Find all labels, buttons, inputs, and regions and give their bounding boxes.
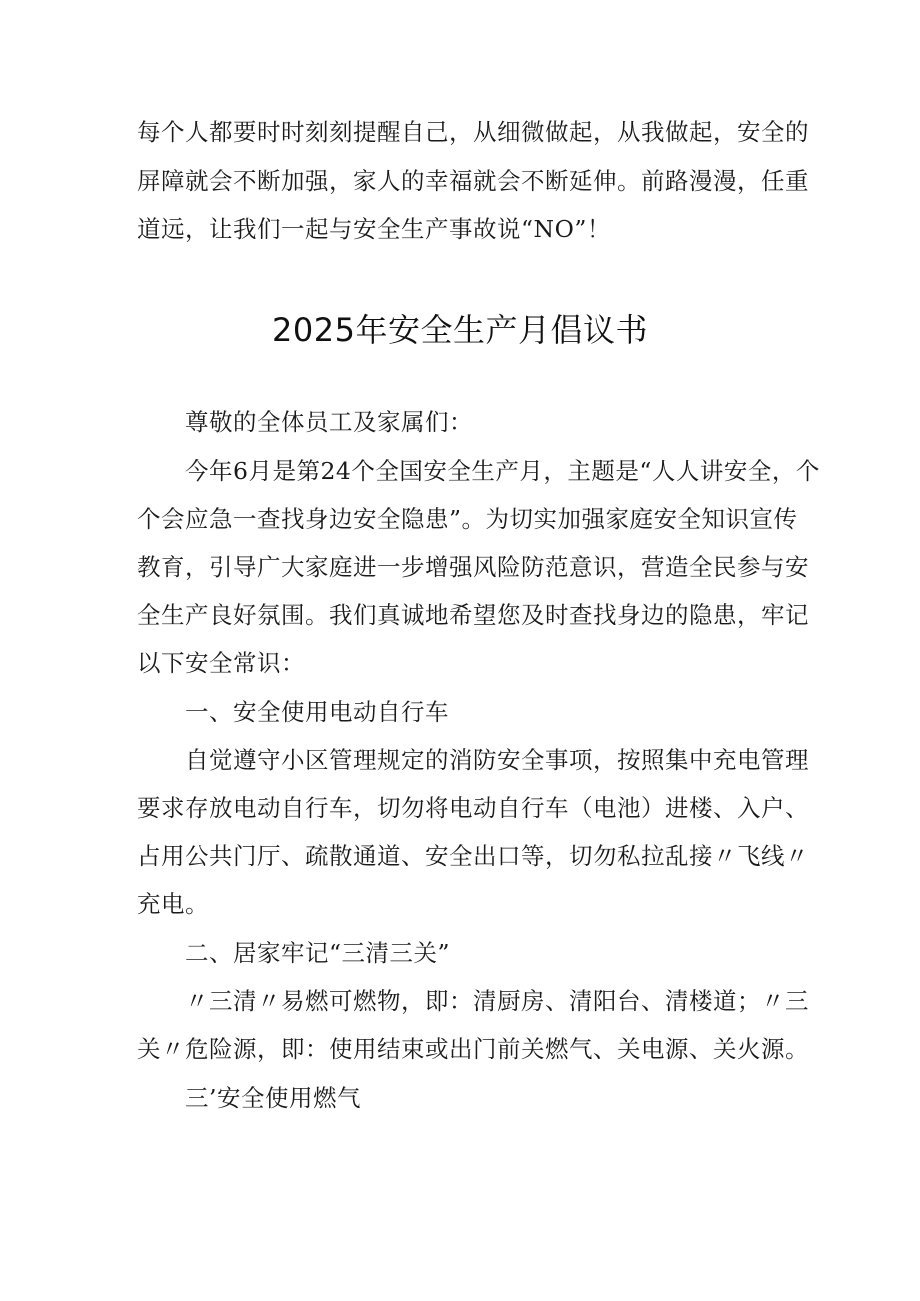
section2-heading: 二、居家牢记“三清三关”	[185, 939, 451, 967]
paragraph1-line-5: 以下安全常识：	[137, 649, 305, 677]
section2-line-1: 〃三清〃易燃可燃物，即：清厨房、清阳台、清楼道；〃三	[185, 987, 809, 1015]
section1-line-4: 充电。	[137, 890, 209, 918]
paragraph1-line-1: 今年6月是第24个全国安全生产月，主题是“人人讲安全，个	[185, 457, 820, 485]
section2-line-2: 关〃危险源，即：使用结束或出门前关燃气、关电源、关火源。	[137, 1035, 809, 1063]
paragraph1-line-3: 教育，引导广大家庭进一步增强风险防范意识，营造全民参与安	[137, 553, 809, 581]
intro-line-1: 每个人都要时时刻刻提醒自己，从细微做起，从我做起，安全的	[137, 118, 809, 146]
section1-line-3: 占用公共门厅、疏散通道、安全出口等，切勿私拉乱接〃飞线〃	[137, 842, 809, 870]
paragraph1-line-4: 全生产良好氛围。我们真诚地希望您及时查找身边的隐患，牢记	[137, 601, 809, 629]
salutation: 尊敬的全体员工及家属们：	[185, 408, 473, 436]
intro-line-3: 道远，让我们一起与安全生产事故说“NO”！	[137, 215, 611, 243]
section3-heading: 三’安全使用燃气	[185, 1084, 361, 1112]
paragraph1-line-2: 个会应急一查找身边安全隐患”。为切实加强家庭安全知识宣传	[137, 505, 798, 533]
intro-line-2: 屏障就会不断加强，家人的幸福就会不断延伸。前路漫漫，任重	[137, 167, 809, 195]
section1-heading: 一、安全使用电动自行车	[185, 698, 449, 726]
section1-line-2: 要求存放电动自行车，切勿将电动自行车（电池）进楼、入户、	[137, 794, 809, 822]
document-title: 2025年安全生产月倡议书	[272, 311, 648, 349]
section1-line-1: 自觉遵守小区管理规定的消防安全事项，按照集中充电管理	[185, 746, 809, 774]
